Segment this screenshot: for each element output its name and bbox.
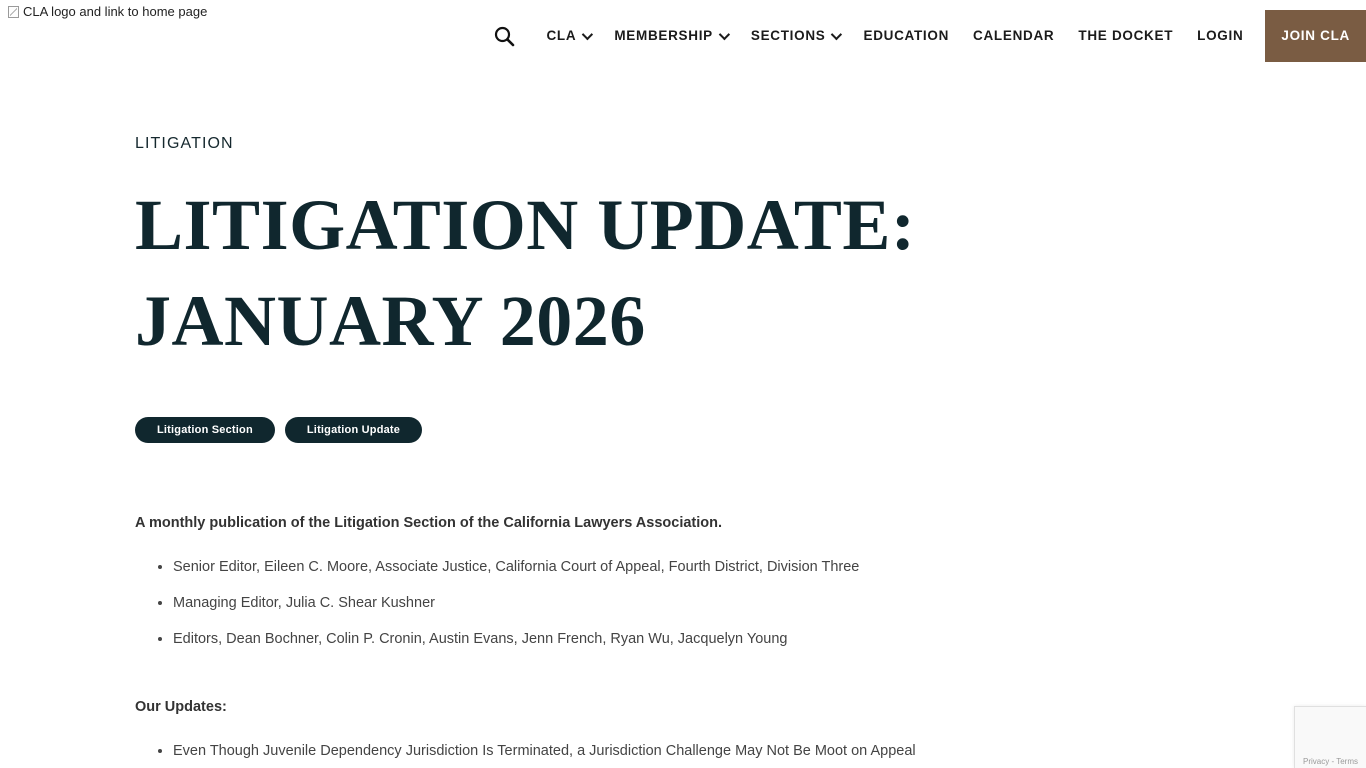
editor-credits-list <box>135 549 1366 657</box>
nav-item-the-docket[interactable] <box>1066 10 1185 62</box>
article-lede: A monthly publication of the Litigation Section of the California Lawyers Association. <box>135 515 723 531</box>
tag-litigation-update[interactable]: Litigation Update <box>285 417 422 443</box>
chevron-down-icon <box>831 29 842 40</box>
nav-item-education[interactable] <box>851 10 961 62</box>
tag-list <box>135 417 1366 443</box>
search-icon[interactable] <box>492 24 516 48</box>
list-item: • Senior Editor, Eileen C. Moore, Associate Justice, California Court of Appeal, Fourth District, Division Three <box>173 549 1366 585</box>
nav-item-label: THE DOCKET <box>1078 28 1174 43</box>
list-item: • Editors, Dean Bochner, Colin P. Cronin, Austin Evans, Jenn French, Ryan Wu, Jacquelyn Young <box>173 621 1366 657</box>
site-logo-link[interactable] <box>8 4 207 19</box>
site-header <box>0 0 1366 72</box>
tag-litigation-section[interactable]: Litigation Section <box>135 417 275 443</box>
article-content <box>0 135 1366 768</box>
article-category: LITIGATION <box>135 135 234 152</box>
broken-image-icon <box>8 6 19 18</box>
join-cla-button[interactable]: JOIN CLA <box>1265 10 1366 62</box>
updates-list <box>135 733 1366 768</box>
logo-alt-text: CLA logo and link to home page <box>23 4 208 19</box>
nav-item-label: LOGIN <box>1197 28 1244 43</box>
chevron-down-icon <box>582 29 593 40</box>
chevron-down-icon <box>719 29 730 40</box>
nav-item-label: SECTIONS <box>750 28 826 43</box>
page-title: LITIGATION UPDATE: JANUARY 2026 <box>135 185 916 361</box>
nav-item-label: EDUCATION <box>863 28 950 43</box>
nav-item-label: MEMBERSHIP <box>614 28 713 43</box>
recaptcha-badge[interactable] <box>1294 706 1366 768</box>
primary-navigation <box>492 10 1366 62</box>
nav-item-label: CALENDAR <box>973 28 1055 43</box>
nav-item-label: CLA <box>546 28 577 43</box>
nav-item-sections[interactable] <box>739 10 852 62</box>
updates-heading: Our Updates: <box>135 699 227 715</box>
list-item[interactable]: • Even Though Juvenile Dependency Jurisdiction Is Terminated, a Jurisdiction Challenge May Not Be Moot on Appeal <box>173 733 1366 768</box>
nav-item-calendar[interactable] <box>961 10 1066 62</box>
recaptcha-privacy-terms[interactable]: Privacy - Terms <box>1303 757 1358 766</box>
nav-item-login[interactable] <box>1185 10 1255 62</box>
nav-item-cla[interactable] <box>534 10 602 62</box>
list-item: • Managing Editor, Julia C. Shear Kushner <box>173 585 1366 621</box>
nav-item-membership[interactable] <box>602 10 739 62</box>
